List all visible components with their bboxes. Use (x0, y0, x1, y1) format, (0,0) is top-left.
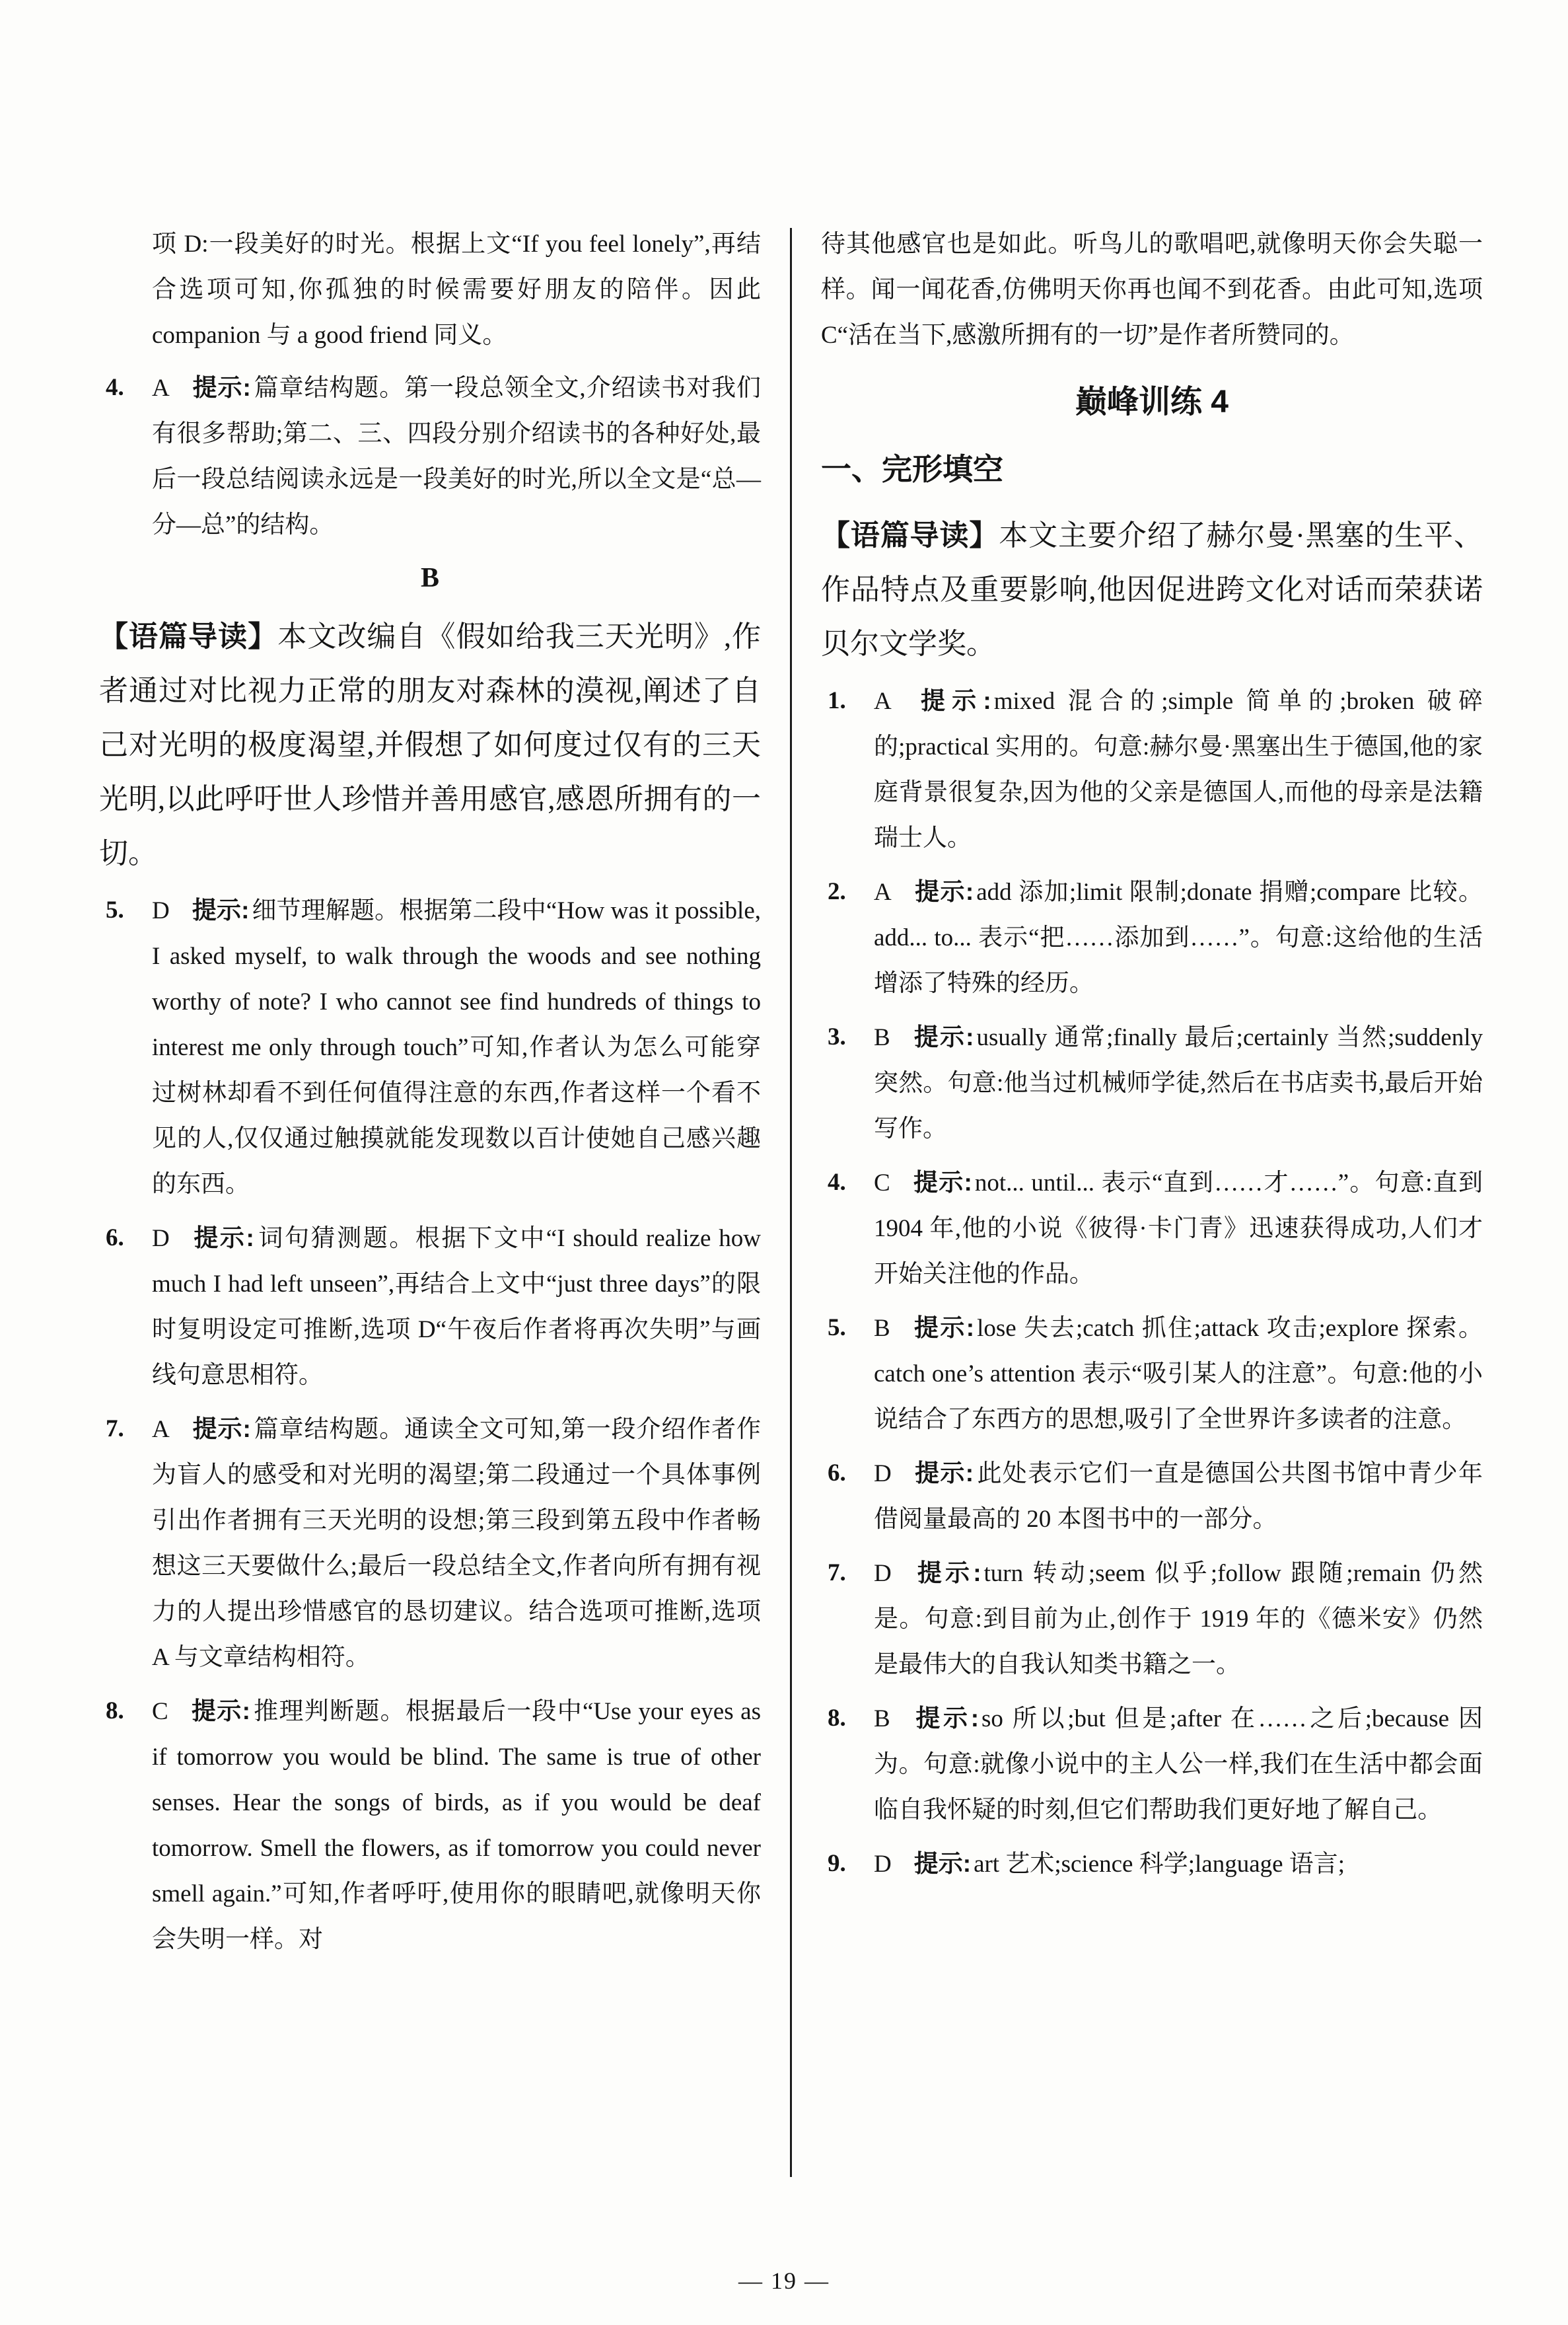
item-explanation-text: so 所以;but 但是;after 在……之后;because 因为。句意:就像小说中的主人公一样,我们在生活中都会面临自我怀疑的时刻,但它们帮助我们更好地了解自己。 (874, 1705, 1483, 1824)
item-body (874, 1450, 1483, 1542)
item-answer-letter: A (874, 688, 892, 715)
item-number: 3. (828, 1023, 846, 1051)
item-explanation-text: 篇章结构题。第一段总领全文,介绍读书对我们有很多帮助;第二、三、四段分别介绍读书的各种好处,最后一段总结阅读永远是一段美好的时光,所以全文是“总—分—总”的结构。 (152, 375, 762, 538)
item-body (874, 1160, 1483, 1297)
item-body (874, 869, 1483, 1006)
answer-item (99, 1688, 761, 1962)
hint-label: 提示: (912, 1314, 975, 1341)
hint-label: 提示: (192, 897, 250, 924)
item-answer-letter: C (874, 1169, 890, 1197)
item-number: 5. (828, 1314, 846, 1341)
answer-item (821, 1160, 1483, 1297)
item-explanation-text: 推理判断题。根据最后一段中“Use your eyes as if tomorrow you would be blind. The same is true of other senses. Hear the songs of birds, as if you would be deaf tomorrow. Smell the flowers, as if tomorrow you could never smell again.”可知,作者呼吁,使用你的眼睛吧,就像明天你会失明一样。对 (152, 1698, 761, 1953)
column-divider-rule (790, 228, 792, 2177)
two-column-layout (99, 221, 1483, 2217)
hint-label: 提示: (913, 878, 974, 905)
guide-text: 本文改编自《假如给我三天光明》,作者通过对比视力正常的朋友对森林的漠视,阐述了自己对光明的极度渴望,并假想了如何度过仅有的三天光明,以此呼吁世人珍惜并善用感官,感恩所拥有的一切。 (99, 620, 762, 869)
hint-label: 提示: (913, 687, 991, 714)
item-body (874, 1305, 1483, 1442)
answer-item (821, 1841, 1483, 1887)
guide-label: 【语篇导读】 (99, 620, 278, 653)
column-right (821, 221, 1483, 2217)
passage-guide-paragraph (821, 509, 1483, 671)
item-answer-letter: B (874, 1705, 890, 1732)
item-explanation-text: 词句猜测题。根据下文中“I should realize how much I had left unseen”,再结合上文中“just three days”的限时复明设定可推断,选项 D“午夜后作者将再次失明”与画线句意思相符。 (152, 1225, 761, 1389)
item-answer-letter: A (152, 1416, 170, 1443)
hint-label: 提示: (913, 1559, 981, 1586)
item-explanation-text: not... until... 表示“直到……才……”。句意:直到 1904 年,他的小说《彼得·卡门青》迅速获得成功,人们才开始关注他的作品。 (874, 1169, 1483, 1288)
hint-label: 提示: (192, 1415, 251, 1442)
answer-item (99, 1215, 761, 1398)
item-number: 5. (106, 897, 124, 924)
item-number: 4. (828, 1169, 846, 1196)
answer-item (821, 1305, 1483, 1442)
item-explanation-text: add 添加;limit 限制;donate 捐赠;compare 比较。add... to... 表示“把……添加到……”。句意:这给他的生活增添了特殊的经历。 (874, 879, 1483, 997)
hint-label: 提示: (192, 374, 251, 401)
hint-label: 提示: (912, 1169, 972, 1196)
item-body (152, 1406, 761, 1680)
item-number: 6. (106, 1224, 124, 1251)
page-footer (0, 2267, 1568, 2295)
guide-text: 本文主要介绍了赫尔曼·黑塞的生平、作品特点及重要影响,他因促进跨文化对话而荣获诺贝尔文学奖。 (821, 519, 1483, 660)
answer-item (821, 1014, 1483, 1152)
item-answer-letter: D (874, 1460, 892, 1487)
item-number: 1. (828, 687, 846, 714)
hint-label: 提示: (192, 1224, 254, 1251)
hint-label: 提示: (913, 1459, 974, 1487)
training-section-title: 巅峰训练 4 (1075, 385, 1229, 420)
item-explanation-text: lose 失去;catch 抓住;attack 攻击;explore 探索。catch one’s attention 表示“吸引某人的注意”。句意:他的小说结合了东西方的思想,吸引了全世界许多读者的注意。 (874, 1315, 1483, 1433)
answer-item (821, 1695, 1483, 1833)
exercise-type-title: 一、完形填空 (821, 452, 1003, 486)
paragraph-text: 项 D:一段美好的时光。根据上文“If you feel lonely”,再结合选项可知,你孤独的时候需要好朋友的陪伴。因此 companion 与 a good friend 同义。 (152, 231, 761, 349)
item-body (874, 1695, 1483, 1833)
passage-letter-heading (99, 558, 761, 598)
item-number: 7. (828, 1559, 846, 1586)
item-number: 2. (828, 878, 846, 905)
training-section-heading (821, 381, 1483, 424)
continued-explanation-paragraph (99, 221, 761, 358)
answer-item (821, 678, 1483, 861)
item-body (874, 678, 1483, 861)
page-number: — 19 — (738, 2268, 830, 2294)
guide-label: 【语篇导读】 (821, 519, 999, 552)
item-answer-letter: B (874, 1315, 890, 1342)
item-explanation-text: 此处表示它们一直是德国公共图书馆中青少年借阅量最高的 20 本图书中的一部分。 (874, 1460, 1483, 1533)
item-answer-letter: C (152, 1698, 168, 1725)
item-answer-letter: B (874, 1024, 890, 1051)
item-explanation-text: mixed 混合的;simple 简单的;broken 破碎的;practical 实用的。句意:赫尔曼·黑塞出生于德国,他的家庭背景很复杂,因为他的父亲是德国人,而他的母亲是法籍瑞士人。 (874, 688, 1483, 852)
continued-explanation-paragraph (821, 221, 1483, 358)
paragraph-text: 待其他感官也是如此。听鸟儿的歌唱吧,就像明天你会失聪一样。闻一闻花香,仿佛明天你再也闻不到花香。由此可知,选项 C“活在当下,感激所拥有的一切”是作者所赞同的。 (821, 231, 1483, 349)
answer-item (99, 365, 761, 548)
item-explanation-text: 细节理解题。根据第二段中“How was it possible, I asked myself, to walk through the woods and see nothing worthy of note? I who cannot see find hundreds of things to interest me only through touch”可知,作者认为怎么可能穿过树林却看不到任何值得注意的东西,作者这样一个看不见的人,仅仅通过触摸就能发现数以百计使她自己感兴趣的东西。 (152, 897, 761, 1198)
item-body (874, 1841, 1483, 1887)
item-answer-letter: A (874, 879, 892, 906)
item-number: 8. (828, 1705, 846, 1732)
item-answer-letter: D (152, 897, 170, 924)
answer-item (821, 1550, 1483, 1687)
hint-label: 提示: (912, 1705, 980, 1732)
passage-guide-paragraph (99, 610, 761, 881)
item-answer-letter: D (874, 1851, 892, 1878)
column-left (99, 221, 761, 2217)
item-body (152, 365, 761, 548)
item-body (152, 887, 761, 1207)
item-number: 6. (828, 1459, 846, 1487)
item-body (152, 1215, 761, 1398)
answer-item (99, 1406, 761, 1680)
item-explanation-text: art 艺术;science 科学;language 语言; (974, 1851, 1345, 1878)
answer-item (821, 1450, 1483, 1542)
item-body (152, 1688, 761, 1962)
hint-label: 提示: (190, 1697, 250, 1724)
exercise-type-heading (821, 448, 1483, 490)
hint-label: 提示: (913, 1850, 972, 1877)
item-explanation-text: 篇章结构题。通读全文可知,第一段介绍作者作为盲人的感受和对光明的渴望;第二段通过一个具体事例引出作者拥有三天光明的设想;第三段到第五段中作者畅想这三天要做什么;最后一段总结全文,作者向所有拥有视力的人提出珍惜感官的恳切建议。结合选项可推断,选项 A 与文章结构相符。 (152, 1416, 762, 1671)
item-number: 4. (106, 374, 124, 401)
item-explanation-text: turn 转动;seem 似乎;follow 跟随;remain 仍然是。句意:到目前为止,创作于 1919 年的《德米安》仍然是最伟大的自我认知类书籍之一。 (874, 1560, 1483, 1678)
item-answer-letter: D (874, 1560, 892, 1587)
item-number: 7. (106, 1415, 124, 1442)
item-answer-letter: D (152, 1225, 170, 1252)
answer-item (821, 869, 1483, 1006)
answer-item (99, 887, 761, 1207)
item-explanation-text: usually 通常;finally 最后;certainly 当然;suddenly 突然。句意:他当过机械师学徒,然后在书店卖书,最后开始写作。 (874, 1024, 1483, 1142)
passage-letter-text: B (420, 563, 439, 593)
item-answer-letter: A (152, 375, 170, 402)
hint-label: 提示: (912, 1023, 974, 1051)
item-body (874, 1550, 1483, 1687)
item-number: 8. (106, 1697, 124, 1724)
item-number: 9. (828, 1850, 846, 1877)
item-body (874, 1014, 1483, 1152)
